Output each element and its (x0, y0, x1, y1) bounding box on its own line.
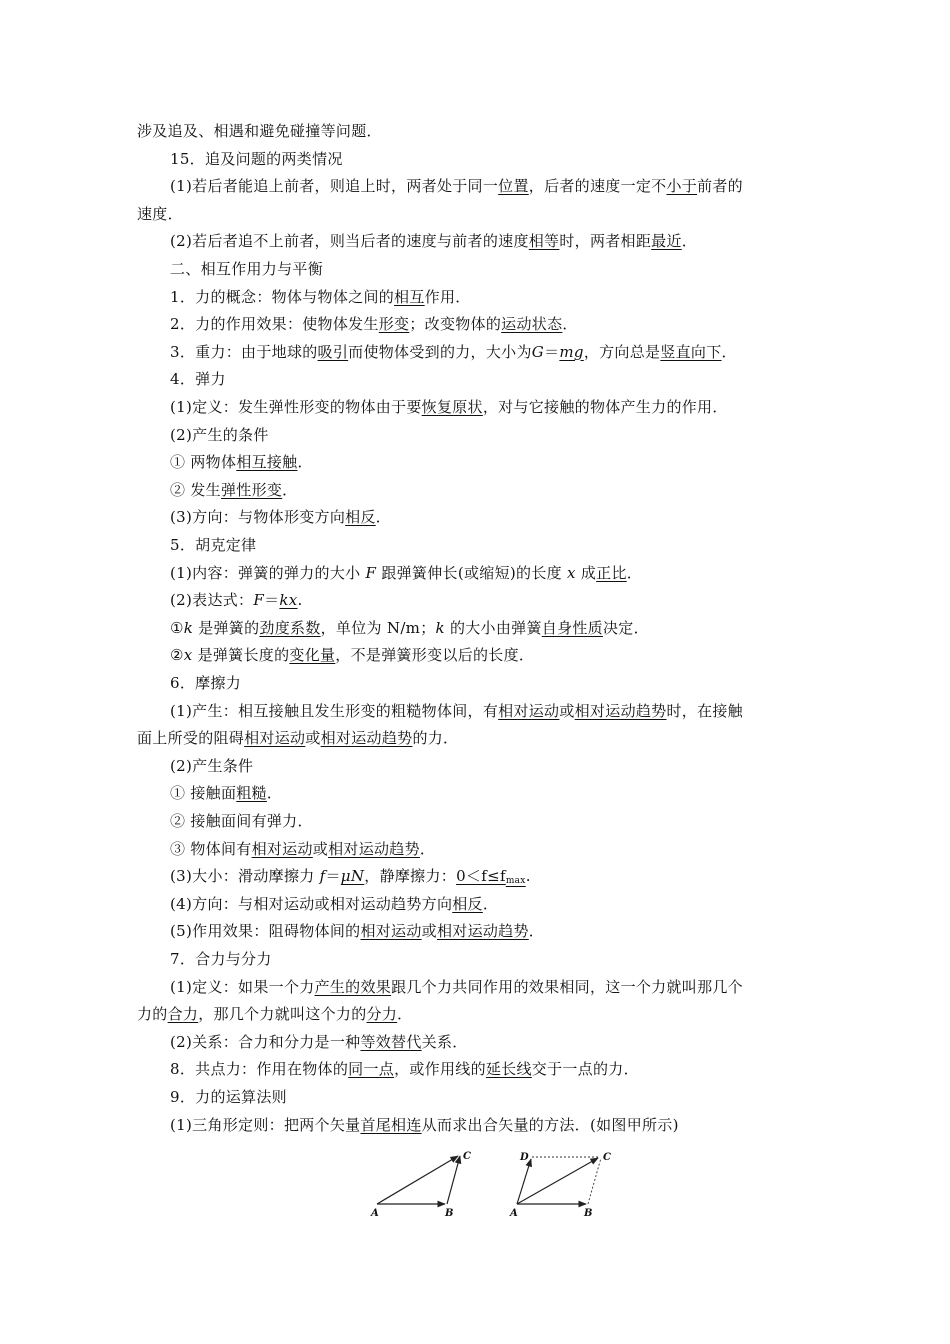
text-run: ． (297, 453, 313, 472)
vector-bc (447, 1156, 460, 1204)
text-run: ． (375, 508, 392, 527)
answer-blank: 分力 (366, 1005, 398, 1024)
label-c: C (463, 1151, 471, 1162)
text-run: ② 接触面间有弹力． (170, 812, 313, 830)
text-run: 7．合力与分力 (170, 950, 272, 968)
text-line (170, 615, 649, 641)
text-run: 15．追及问题的两类情况 (170, 149, 343, 168)
text-run: ＝ (325, 867, 341, 886)
text-line (170, 863, 531, 889)
text-run: ． (482, 894, 499, 913)
answer-blank: 相对运动趋势 (574, 701, 667, 720)
answer-blank: 最近 (651, 232, 682, 251)
text-run: 是弹簧的 (193, 618, 260, 637)
text-run: ③ 物体间有 (170, 839, 252, 858)
text-line (170, 256, 323, 282)
text-run: 力的 (137, 1005, 168, 1024)
text-line (137, 201, 183, 227)
text-run: ． (266, 784, 283, 803)
text-run: 从而求出合矢量的方法．(如图甲所示) (421, 1115, 679, 1134)
text-run: ． (528, 922, 545, 941)
vector-ac (377, 1156, 458, 1204)
text-line (170, 228, 697, 254)
text-run: 或 (312, 839, 329, 858)
text-run: ① (170, 618, 184, 637)
answer-blank: 小于 (666, 177, 698, 196)
text-run: 关系． (421, 1032, 468, 1051)
text-line (170, 1112, 679, 1138)
text-run: ． (282, 480, 298, 499)
text-line (170, 698, 743, 724)
text-line (137, 118, 382, 144)
text-run: ，后者的速度一定不 (528, 177, 667, 196)
text-run: (2)产生条件 (170, 756, 254, 775)
text-run: (2)表达式： (170, 591, 254, 610)
answer-blank: 相对运动 (251, 839, 313, 858)
answer-blank: max (505, 876, 526, 887)
label-a-2: A (510, 1208, 518, 1219)
text-run: F (365, 563, 377, 582)
text-line (170, 449, 313, 475)
text-run: 3．重力：由于地球的 (170, 342, 318, 361)
text-run: (1)定义：发生弹性形变的物体由于要 (170, 398, 422, 416)
vector-figures (360, 1146, 620, 1226)
answer-blank: 相对运动 (498, 701, 560, 720)
text-run: ，那几个力就叫这个力的 (198, 1005, 367, 1024)
text-run: 是弹簧长度的 (192, 646, 290, 665)
answer-blank: 相对运动趋势 (320, 729, 413, 748)
answer-blank: 相对运动趋势 (328, 839, 420, 858)
text-run: 时，两者相距 (559, 232, 652, 251)
text-line (170, 918, 544, 944)
answer-blank: mg (559, 342, 584, 361)
text-run: 决定． (602, 618, 649, 637)
text-run: 6．摩擦力 (170, 674, 242, 692)
text-run: 2．力的作用效果：使物体发生 (170, 315, 379, 334)
answer-blank: kx (279, 591, 298, 610)
text-line (170, 394, 728, 420)
text-run: 涉及追及、相遇和避免碰撞等问题． (137, 122, 382, 140)
answer-blank: 相反 (452, 894, 483, 913)
text-run: (2)产生的条件 (170, 425, 269, 444)
answer-blank: 运动状态 (501, 315, 563, 334)
text-line (170, 504, 391, 530)
text-run: (3)方向：与物体形变方向 (170, 508, 346, 527)
text-run: 5．胡克定律 (170, 536, 257, 554)
text-run: ，对与它接触的物体产生力的作用． (482, 398, 728, 416)
text-line (170, 422, 269, 448)
answer-blank: 恢复原状 (421, 398, 483, 416)
answer-blank: 劲度系数 (259, 618, 321, 637)
text-run: ． (721, 342, 737, 361)
text-line (170, 753, 253, 779)
text-run: 成 (575, 563, 597, 582)
text-run: 跟几个力共同作用的效果相同，这一个力就叫那几个 (391, 977, 743, 996)
text-run: 交于一点的力． (531, 1060, 639, 1079)
dashed-bc (588, 1158, 601, 1204)
text-run: ． (626, 563, 643, 582)
text-line (170, 477, 297, 503)
text-line (170, 311, 578, 337)
text-line (170, 836, 435, 862)
answer-blank: 弹性形变 (220, 480, 283, 499)
answer-blank: 粗糙 (236, 784, 267, 803)
text-run: 的力． (412, 729, 459, 748)
text-run: x (567, 563, 576, 582)
text-run: ． (681, 232, 698, 251)
text-run: ，单位为 N/m； (320, 618, 436, 637)
text-run: ，静摩擦力： (364, 867, 457, 886)
text-run: 面上所受的阻碍 (137, 729, 245, 748)
answer-blank: 相对运动趋势 (436, 922, 529, 941)
text-run: (1)内容：弹簧的弹力的大小 (170, 563, 366, 582)
text-run: (1)产生：相互接触且发生形变的粗糙物体间，有 (170, 701, 499, 720)
text-line (170, 339, 737, 365)
text-run: x (183, 646, 193, 665)
text-run: (4)方向：与相对运动或相对运动趋势方向 (170, 894, 453, 913)
text-line (170, 146, 343, 172)
text-run: 9．力的运算法则 (170, 1088, 287, 1106)
text-run: ；改变物体的 (409, 315, 502, 334)
text-run: (1)三角形定则：把两个矢量 (170, 1115, 361, 1134)
text-run: ． (419, 839, 436, 858)
text-run: . (297, 591, 303, 610)
text-line (137, 725, 458, 751)
answer-blank: 位置 (498, 177, 529, 196)
text-line (170, 560, 642, 586)
answer-blank: 相互接触 (236, 453, 298, 472)
text-line (170, 1056, 639, 1082)
text-line (170, 946, 272, 972)
text-run: 作用． (424, 287, 471, 306)
text-run: G (531, 342, 545, 361)
text-run: k (435, 618, 445, 637)
text-run: ＝ (544, 342, 560, 361)
text-run: (5)作用效果：阻碍物体间的 (170, 922, 361, 941)
text-run: 时，在接触 (666, 701, 743, 720)
label-c-2: C (603, 1152, 611, 1163)
text-run: ，或作用线的 (394, 1060, 486, 1079)
answer-blank: 相反 (345, 508, 376, 527)
text-line (170, 780, 282, 806)
answer-blank: 0＜f≤f (456, 867, 506, 886)
text-run: . (525, 867, 531, 886)
text-run: ② (170, 646, 184, 665)
text-run: ① 两物体 (170, 453, 237, 472)
answer-blank: 首尾相连 (360, 1115, 422, 1134)
text-run: ，不是弹簧形变以后的长度． (335, 646, 535, 665)
answer-blank: 吸引 (317, 342, 349, 361)
text-line (170, 974, 743, 1000)
text-line (170, 1029, 468, 1055)
answer-blank: 合力 (167, 1005, 199, 1024)
text-run: 速度． (137, 204, 183, 223)
text-run: ② 发生 (170, 480, 221, 499)
answer-blank: 相对运动 (244, 729, 306, 748)
answer-blank: 延长线 (485, 1060, 532, 1079)
text-run: 跟弹簧伸长(或缩短)的长度 (376, 563, 567, 582)
text-run: ． (397, 1005, 413, 1024)
answer-blank: 相对运动 (360, 922, 422, 941)
text-run: ＝ (264, 591, 280, 610)
text-line (170, 532, 256, 558)
text-run: ① 接触面 (170, 784, 237, 803)
text-line (170, 366, 226, 392)
text-run: 或 (421, 922, 437, 941)
label-b: B (445, 1208, 454, 1219)
answer-blank: 相等 (528, 232, 560, 251)
answer-blank: 正比 (596, 563, 627, 582)
text-run: ． (562, 315, 578, 334)
text-line (170, 891, 498, 917)
text-run: F (253, 591, 265, 610)
text-run: 4．弹力 (170, 370, 226, 389)
label-b-2: B (584, 1208, 593, 1219)
answer-blank: 竖直向下 (660, 342, 722, 361)
text-run: (1)定义：如果一个力 (170, 977, 315, 996)
text-line (170, 284, 471, 310)
text-line (170, 1084, 287, 1110)
text-run: (3)大小：滑动摩擦力 (170, 867, 320, 886)
answer-blank: 同一点 (348, 1060, 395, 1079)
text-run: ，方向总是 (583, 342, 661, 361)
text-run: 前者的 (697, 177, 743, 196)
text-run: (2)若后者追不上前者，则当后者的速度与前者的速度 (170, 232, 529, 251)
text-line (170, 670, 241, 696)
answer-blank: 等效替代 (360, 1032, 422, 1051)
text-run: 的大小由弹簧 (444, 618, 542, 637)
answer-blank: μN (340, 867, 365, 886)
parallelogram-rule-diagram (509, 1152, 611, 1219)
label-a: A (371, 1208, 379, 1219)
triangle-rule-diagram (370, 1151, 471, 1219)
text-run: 而使物体受到的力，大小为 (348, 342, 532, 361)
text-run: 1．力的概念：物体与物体之间的 (170, 287, 395, 306)
text-run: (1)若后者能追上前者，则追上时，两者处于同一 (170, 177, 499, 196)
text-run: f (319, 867, 326, 886)
text-run: (2)关系：合力和分力是一种 (170, 1032, 361, 1051)
answer-blank: 相互 (394, 287, 425, 306)
text-run: k (183, 618, 194, 637)
text-line (170, 587, 303, 613)
text-run: 二、相互作用力与平衡 (170, 260, 324, 278)
text-run: 或 (305, 729, 321, 748)
text-line (137, 1001, 412, 1027)
answer-blank: 形变 (378, 315, 410, 334)
text-run: 或 (559, 701, 575, 720)
answer-blank: 变化量 (289, 646, 336, 665)
text-line (170, 642, 534, 668)
text-run: 8．共点力：作用在物体的 (170, 1060, 349, 1079)
text-line (170, 173, 743, 199)
answer-blank: 自身性质 (541, 618, 603, 637)
answer-blank: 产生的效果 (314, 977, 392, 996)
label-d: D (520, 1152, 529, 1163)
text-line (170, 808, 313, 834)
